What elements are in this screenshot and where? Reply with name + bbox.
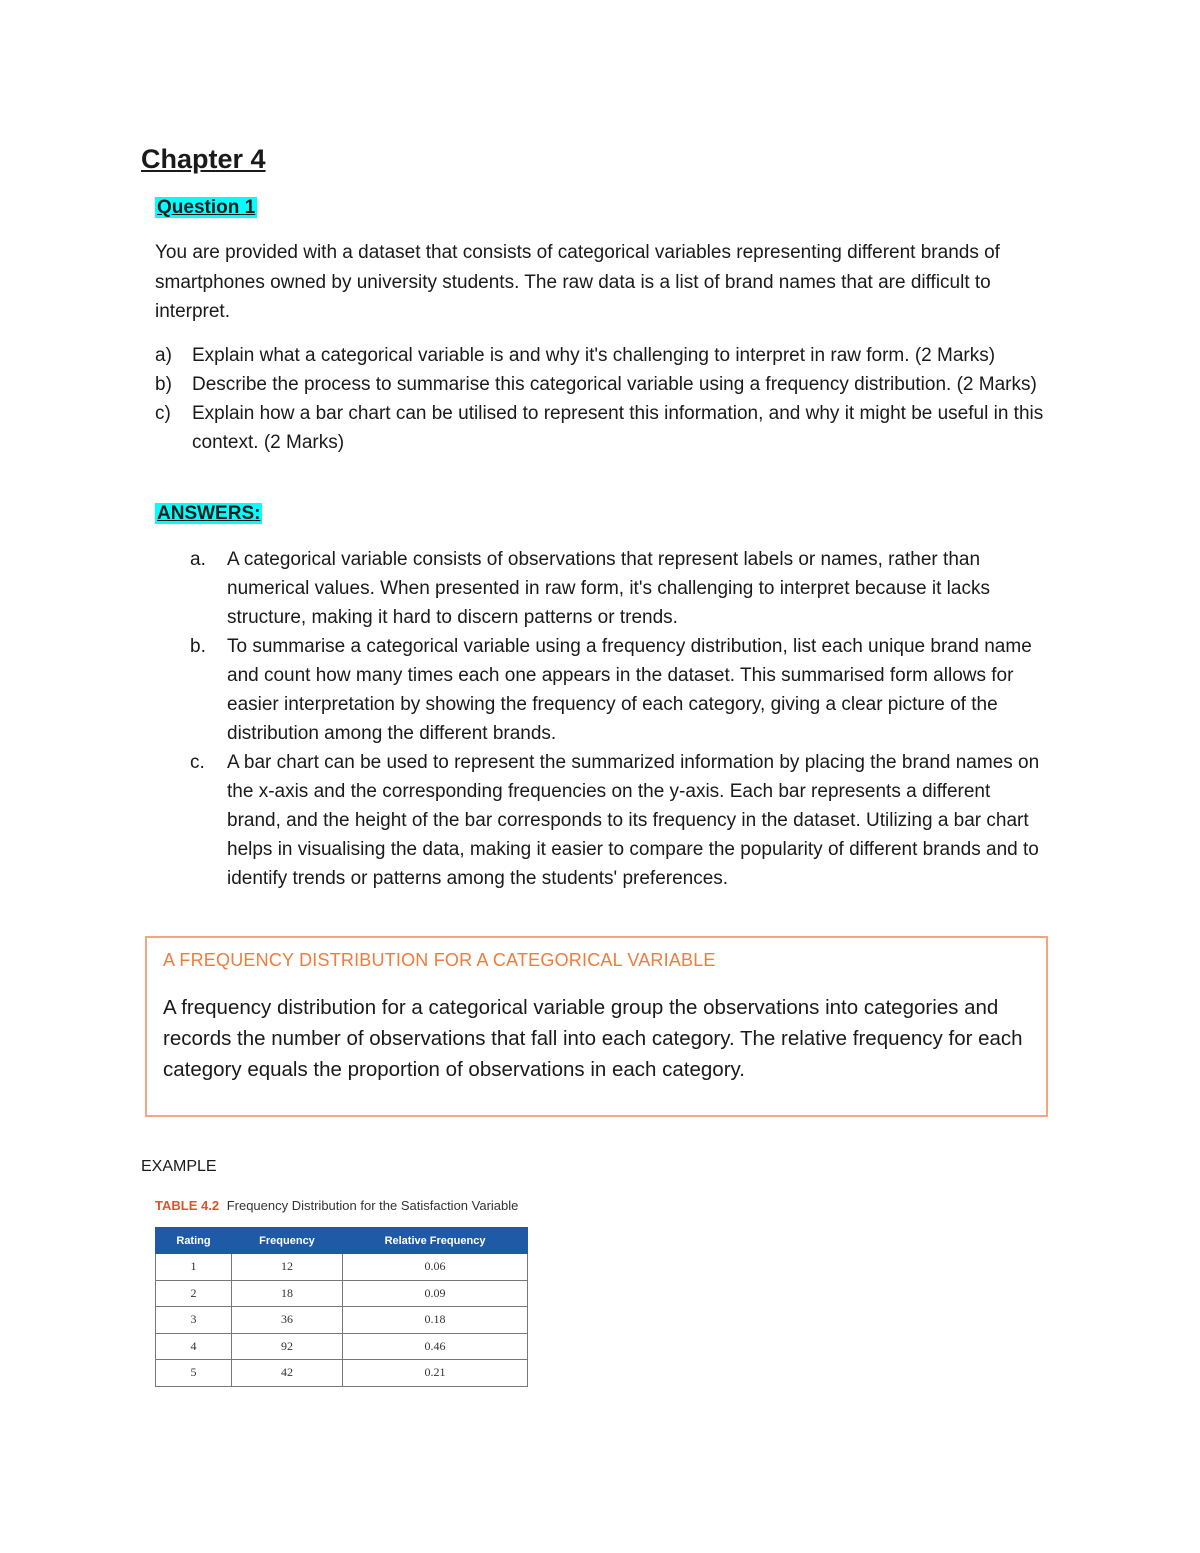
list-item [155,341,1055,370]
table-cell: 42 [232,1360,343,1387]
table-row [156,1307,528,1334]
question-list [155,341,1055,457]
list-text: To summarise a categorical variable using a frequency distribution, list each unique brand name and count how many times each one appears in the dataset. This summarised form allows for easier interpretation by showing the frequency of each category, giving a clear picture of the distribution among the different brands. [227,636,1032,744]
column-header-frequency: Frequency [232,1228,343,1254]
list-item [155,399,1055,457]
table-cell: 12 [232,1254,343,1281]
list-text: A categorical variable consists of observations that represent labels or names, rather than numerical values. When presented in raw form, it's challenging to interpret because it lacks structure, making it hard to discern patterns or trends. [227,549,990,628]
table-caption-text: Frequency Distribution for the Satisfaction Variable [226,1198,519,1213]
list-item [190,632,1040,748]
table-cell: 1 [156,1254,232,1281]
definition-text: A frequency distribution for a categorical variable group the observations into categories and records the number of observations that fall into each category. The relative frequency for each category equals the proportion of observations in each category. [163,996,1023,1081]
list-marker: a. [190,549,206,570]
table-row [156,1280,528,1307]
column-header-rating: Rating [156,1228,232,1254]
answers-label: ANSWERS: [157,503,261,524]
table-row [156,1360,528,1387]
table-cell: 3 [156,1307,232,1334]
table-cell: 4 [156,1333,232,1360]
table-cell: 0.18 [343,1307,528,1334]
list-item [155,370,1055,399]
column-header-relative-frequency: Relative Frequency [343,1228,528,1254]
list-item [190,545,1040,632]
list-text: A bar chart can be used to represent the summarized information by placing the brand names on the x-axis and the corresponding frequencies on the y-axis. Each bar represents a different brand, and the height of the bar corresponds to its frequency in the dataset. Utilizing a bar chart helps in visualising the data, making it easier to compare the popularity of different brands and to identify trends or patterns among the students' preferences. [227,752,1040,889]
list-text: Explain what a categorical variable is and why it's challenging to interpret in raw form. (2 Marks) [192,345,996,366]
table-caption [155,1198,518,1213]
question-intro: You are provided with a dataset that consists of categorical variables representing different brands of smartphones owned by university students. The raw data is a list of brand names that are difficult to interpret. [155,242,1000,322]
list-marker: a) [155,345,172,366]
chapter-title: Chapter 4 [141,144,266,174]
definition-title: A FREQUENCY DISTRIBUTION FOR A CATEGORICAL VARIABLE [163,950,716,970]
list-text: Describe the process to summarise this categorical variable using a frequency distribution. (2 Marks) [192,374,1037,395]
table-row [156,1333,528,1360]
table-cell: 36 [232,1307,343,1334]
table-cell: 2 [156,1280,232,1307]
definition-box [145,936,1048,1117]
table-cell: 0.06 [343,1254,528,1281]
question-label-wrap [155,197,257,219]
list-text: Explain how a bar chart can be utilised to represent this information, and why it might be useful in this context. (2 Marks) [192,403,1044,453]
table-number: TABLE 4.2 [155,1198,220,1213]
example-label: EXAMPLE [141,1158,217,1175]
table-cell: 5 [156,1360,232,1387]
list-marker: c. [190,752,205,773]
table-cell: 92 [232,1333,343,1360]
answers-label-wrap [155,503,262,525]
table-cell: 0.46 [343,1333,528,1360]
question-label: Question 1 [157,197,256,218]
table-header-row [156,1228,528,1254]
list-marker: b) [155,374,172,395]
table-cell: 0.21 [343,1360,528,1387]
answers-list [190,545,1040,893]
table-cell: 18 [232,1280,343,1307]
list-marker: c) [155,403,171,424]
list-item [190,748,1040,893]
table-cell: 0.09 [343,1280,528,1307]
list-marker: b. [190,636,206,657]
table-row [156,1254,528,1281]
frequency-table [155,1227,528,1387]
